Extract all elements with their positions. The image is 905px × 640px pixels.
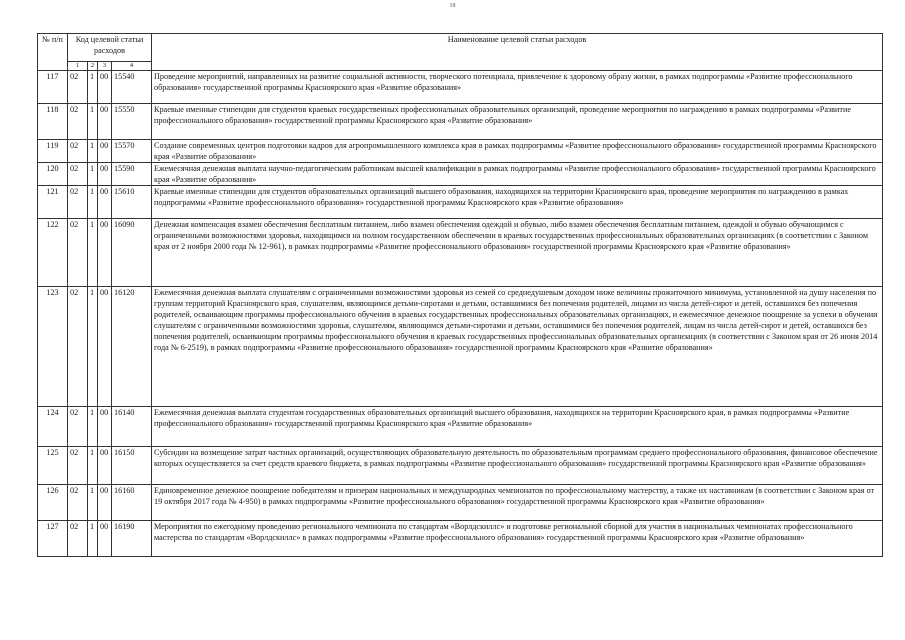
expense-name: Создание современных центров подготовки кадров для агропромышленного комплекса края в рамках подпрограммы «Развитие профессионального образования» государственной программы Красноярского края «Развитие образования» [152, 140, 883, 163]
table-row [38, 521, 883, 557]
col-number: 4 [112, 62, 152, 71]
code-part-3: 00 [98, 219, 112, 287]
expense-name: Единовременное денежное поощрение победителям и призерам национальных и международных чемпионатов по профессиональному мастерству, а также их наставникам (в соответствии с Законом края от 19 октября 2017 года № 4-950) в рамках подпрограммы «Развитие профессионального образования» государственной программы Красноярского края «Развитие образования» [152, 485, 883, 521]
expense-name: Денежная компенсация взамен обеспечения бесплатным питанием, либо взамен обеспечения одеждой и обувью, либо взамен обеспечения бесплатным питанием, одеждой и обувью обучающимся с ограниченными возможностями здоровья, находящимся на полном государственном обеспечении в краевых государственных профессиональных образовательных организациях (в соответствии с Законом края от 2 ноября 2000 года № 12-961), в рамках подпрограммы «Развитие профессионального образования» государственной программы Красноярского края «Развитие образования» [152, 219, 883, 287]
code-part-3: 00 [98, 521, 112, 557]
code-part-2: 1 [88, 407, 98, 447]
code-part-4: 15610 [112, 186, 152, 219]
table-row [38, 219, 883, 287]
expense-name: Проведение мероприятий, направленных на развитие социальной активности, творческого потенциала, привлечение к здоровому образу жизни, в рамках подпрограммы «Развитие профессионального образования» государственной программы Красноярского края «Развитие образования» [152, 71, 883, 104]
expense-name: Ежемесячная денежная выплата студентам государственных образовательных организаций высшего образования, находящихся на территории Красноярского края, в рамках подпрограммы «Развитие профессионального образования» государственной программы Красноярского края «Развитие образования» [152, 407, 883, 447]
table-row [38, 71, 883, 104]
table-row [38, 140, 883, 163]
expense-name: Краевые именные стипендии для студентов образовательных организаций высшего образования, находящихся на территории Красноярского края, проведение мероприятия по награждению в рамках подпрограммы «Развитие профессионального образования» государственной программы Красноярского края «Развитие образования» [152, 186, 883, 219]
code-part-2: 1 [88, 485, 98, 521]
row-number: 126 [38, 485, 68, 521]
page-number: 18 [449, 3, 456, 9]
code-part-3: 00 [98, 287, 112, 407]
code-part-4: 15590 [112, 163, 152, 186]
code-part-4: 16120 [112, 287, 152, 407]
table-row [38, 485, 883, 521]
header-row [38, 34, 883, 62]
code-part-4: 15570 [112, 140, 152, 163]
code-part-4: 16090 [112, 219, 152, 287]
code-part-1: 02 [68, 447, 88, 485]
code-part-2: 1 [88, 140, 98, 163]
code-part-3: 00 [98, 447, 112, 485]
code-part-2: 1 [88, 219, 98, 287]
row-number: 125 [38, 447, 68, 485]
expense-name: Мероприятия по ежегодному проведению регионального чемпионата по стандартам «Ворлдскиллс» и подготовке региональной сборной для участия в национальных чемпионатах профессионального мастерства по стандартам «Ворлдскиллс» в рамках подпрограммы «Развитие профессионального образования» государственной программы Красноярского края «Развитие образования» [152, 521, 883, 557]
table-row [38, 407, 883, 447]
col-header-code: Код целевой статьи расходов [68, 34, 152, 62]
row-number: 119 [38, 140, 68, 163]
code-part-4: 16150 [112, 447, 152, 485]
row-number: 122 [38, 219, 68, 287]
budget-table [37, 33, 883, 557]
table-row [38, 163, 883, 186]
code-part-1: 02 [68, 186, 88, 219]
row-number: 127 [38, 521, 68, 557]
code-part-3: 00 [98, 186, 112, 219]
table-row [38, 447, 883, 485]
code-part-3: 00 [98, 71, 112, 104]
table-body [38, 71, 883, 557]
expense-name: Ежемесячная денежная выплата научно-педагогическим работникам высшей квалификации в рамках подпрограммы «Развитие профессионального образования» государственной программы Красноярского края «Развитие образования» [152, 163, 883, 186]
code-part-3: 00 [98, 407, 112, 447]
row-number: 124 [38, 407, 68, 447]
row-number: 118 [38, 104, 68, 140]
col-number: 3 [98, 62, 112, 71]
expense-name: Краевые именные стипендии для студентов краевых государственных профессиональных образовательных организаций, проведение мероприятия по награждению в рамках подпрограммы «Развитие профессионального образования» государственной программы Красноярского края «Развитие образования» [152, 104, 883, 140]
row-number: 117 [38, 71, 68, 104]
code-part-2: 1 [88, 521, 98, 557]
col-number: 2 [88, 62, 98, 71]
code-part-2: 1 [88, 186, 98, 219]
row-number: 123 [38, 287, 68, 407]
code-part-2: 1 [88, 287, 98, 407]
col-number: 1 [68, 62, 88, 71]
expense-name: Субсидии на возмещение затрат частных организаций, осуществляющих образовательную деятельность по образовательным программам среднего профессионального образования, финансовое обеспечение которых осуществляется за счет средств краевого бюджета, в рамках подпрограммы «Развитие профессионального образования» государственной программы Красноярского края «Развитие образования» [152, 447, 883, 485]
code-part-1: 02 [68, 163, 88, 186]
code-part-1: 02 [68, 521, 88, 557]
code-part-1: 02 [68, 140, 88, 163]
code-part-1: 02 [68, 407, 88, 447]
code-part-2: 1 [88, 71, 98, 104]
table-row [38, 104, 883, 140]
row-number: 121 [38, 186, 68, 219]
code-part-3: 00 [98, 485, 112, 521]
code-part-4: 16140 [112, 407, 152, 447]
code-part-1: 02 [68, 104, 88, 140]
code-part-3: 00 [98, 140, 112, 163]
code-part-2: 1 [88, 447, 98, 485]
table-row [38, 186, 883, 219]
row-number: 120 [38, 163, 68, 186]
code-part-4: 16160 [112, 485, 152, 521]
code-part-4: 15540 [112, 71, 152, 104]
code-part-1: 02 [68, 287, 88, 407]
expense-name: Ежемесячная денежная выплата слушателям с ограниченными возможностями здоровья из семей со среднедушевым доходом ниже величины прожиточного минимума, установленной на душу населения по группам территорий Красноярского края, слушателям, являющимся детьми-сиротами и детьми, оставшимися без попечения родителей, лицами из числа детей-сирот и детей, оставшихся без попечения родителей, осваивающим программы профессионального обучения в краевых государственных профессиональных образовательных организациях, и ежемесячное денежное поощрение за успехи в обучении слушателям с ограниченными возможностями здоровья, слушателям, являющимся детьми-сиротами и детьми, оставшимися без попечения родителей, лицам из числа детей-сирот и детей, оставшихся без попечения родителей, осваивающим программы профессионального обучения в краевых государственных профессиональных образовательных организациях (в соответствии с Законом края от 26 июня 2014 года № 6-2519), в рамках подпрограммы «Развитие профессионального образования» государственной программы Красноярского края «Развитие образования» [152, 287, 883, 407]
code-part-1: 02 [68, 485, 88, 521]
code-part-4: 15550 [112, 104, 152, 140]
code-part-3: 00 [98, 163, 112, 186]
code-part-4: 16190 [112, 521, 152, 557]
code-part-2: 1 [88, 104, 98, 140]
code-part-1: 02 [68, 71, 88, 104]
code-part-1: 02 [68, 219, 88, 287]
table-row [38, 287, 883, 407]
code-part-2: 1 [88, 163, 98, 186]
col-header-num: № п/п [38, 34, 68, 71]
code-part-3: 00 [98, 104, 112, 140]
col-header-name: Наименование целевой статьи расходов [152, 34, 883, 71]
